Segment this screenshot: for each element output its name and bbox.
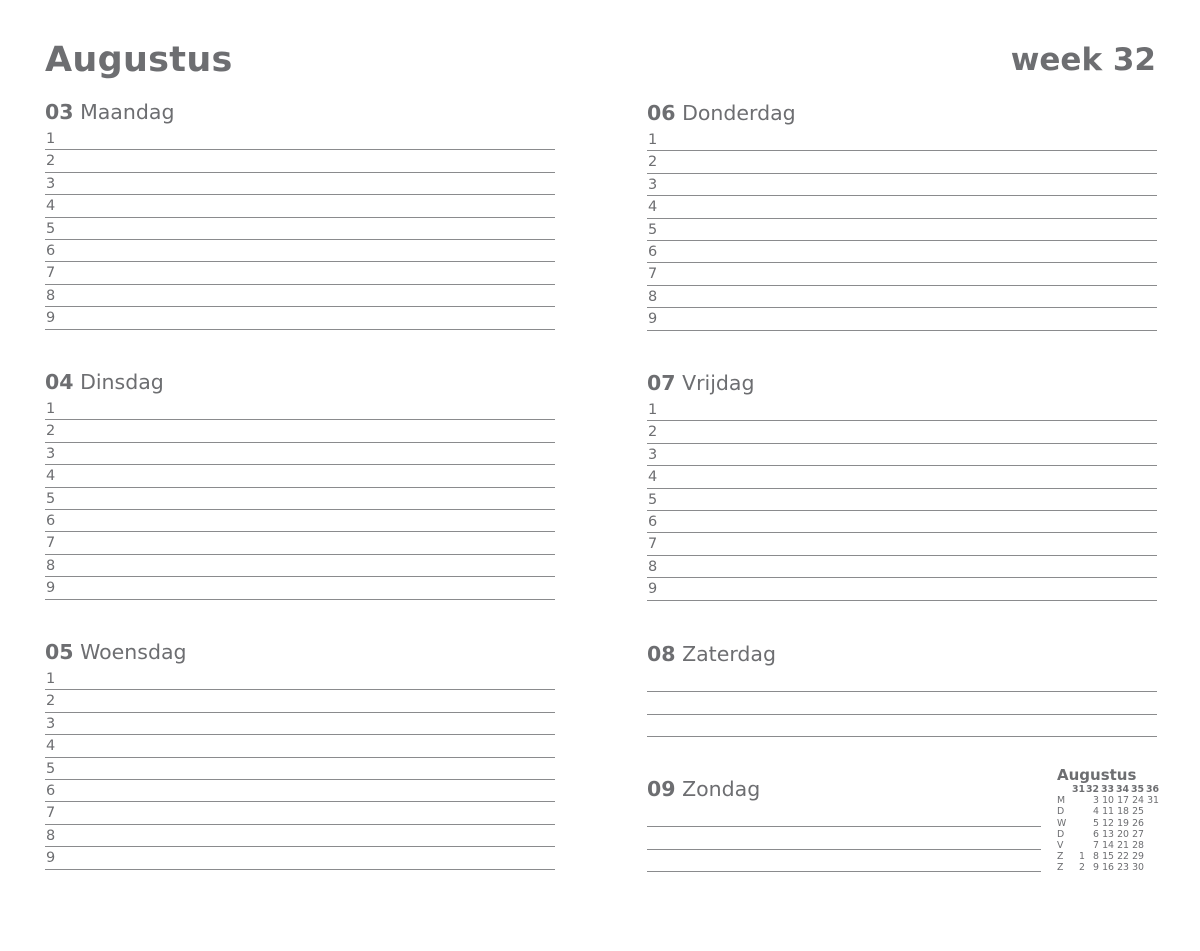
hour-rows — [647, 129, 1157, 331]
hour-row[interactable]: 1 — [45, 398, 555, 420]
date-cell — [1144, 851, 1159, 862]
day-name: Dinsdag — [80, 370, 164, 394]
hour-row[interactable]: 5 — [647, 489, 1157, 511]
hour-row[interactable]: 9 — [647, 578, 1157, 600]
date-cell: 25 — [1132, 806, 1144, 818]
hour-row[interactable]: 6 — [647, 511, 1157, 533]
hour-row[interactable]: 4 — [647, 196, 1157, 218]
day-header — [45, 638, 555, 666]
date-cell: 19 — [1117, 817, 1129, 829]
date-cell: 27 — [1132, 828, 1144, 840]
date-cell: 29 — [1132, 851, 1144, 863]
date-cell: 15 — [1102, 851, 1114, 863]
day-block-sunday — [647, 775, 1041, 872]
hour-row[interactable]: 5 — [647, 219, 1157, 241]
date-cell: 18 — [1117, 806, 1129, 818]
hour-row[interactable]: 5 — [45, 758, 555, 780]
date-cell: 3 — [1093, 795, 1099, 807]
day-header — [45, 98, 555, 126]
date-cell: 20 — [1117, 828, 1129, 840]
hour-row[interactable]: 9 — [45, 307, 555, 329]
hour-row[interactable]: 6 — [45, 240, 555, 262]
hour-row[interactable]: 8 — [45, 825, 555, 847]
date-cell: 1 — [1079, 851, 1085, 863]
date-cell — [1071, 795, 1085, 806]
hour-row[interactable]: 1 — [647, 399, 1157, 421]
date-cell — [1144, 818, 1159, 829]
date-cell: 7 — [1093, 840, 1099, 852]
date-cell: 28 — [1132, 840, 1144, 852]
day-block-friday — [647, 369, 1157, 601]
hour-rows — [647, 399, 1157, 601]
day-name: Vrijdag — [682, 371, 755, 395]
date-cell: 8 — [1093, 851, 1099, 863]
hour-row[interactable]: 1 — [45, 668, 555, 690]
date-cell: 13 — [1102, 828, 1114, 840]
hour-row[interactable]: 9 — [45, 847, 555, 869]
date-cell: 9 — [1093, 862, 1099, 874]
date-cell — [1144, 862, 1159, 873]
day-header — [647, 640, 1157, 668]
day-block-tuesday — [45, 368, 555, 600]
day-block-wednesday — [45, 638, 555, 870]
date-cell: 24 — [1132, 795, 1144, 807]
hour-row[interactable]: 2 — [45, 690, 555, 712]
date-cell — [1144, 806, 1159, 817]
day-number: 05 — [45, 640, 74, 664]
hour-row[interactable]: 2 — [45, 420, 555, 442]
day-number: 04 — [45, 370, 74, 394]
day-header — [647, 775, 1041, 803]
hour-row[interactable]: 7 — [647, 533, 1157, 555]
day-name: Maandag — [80, 100, 175, 124]
hour-rows — [45, 398, 555, 600]
date-cell: 10 — [1102, 795, 1114, 807]
hour-row[interactable]: 4 — [45, 195, 555, 217]
date-cell: 21 — [1117, 840, 1129, 852]
writing-line — [647, 715, 1157, 737]
weekday-letter: V — [1057, 840, 1064, 852]
day-number: 08 — [647, 642, 676, 666]
hour-row[interactable]: 1 — [647, 129, 1157, 151]
hour-row[interactable]: 8 — [647, 556, 1157, 578]
hour-row[interactable]: 7 — [45, 532, 555, 554]
weekday-letter: Z — [1057, 851, 1064, 863]
date-cell: 6 — [1093, 828, 1099, 840]
hour-row[interactable]: 1 — [45, 128, 555, 150]
writing-line — [647, 850, 1041, 872]
hour-row[interactable]: 6 — [647, 241, 1157, 263]
weekday-letter: W — [1057, 817, 1067, 829]
date-cell: 22 — [1117, 851, 1129, 863]
week-number: 31 — [1071, 784, 1085, 795]
hour-row[interactable]: 8 — [647, 286, 1157, 308]
hour-row[interactable]: 9 — [45, 577, 555, 599]
date-cell — [1071, 806, 1085, 817]
date-cell — [1071, 840, 1085, 851]
week-number: 35 — [1130, 784, 1144, 795]
day-header — [647, 99, 1157, 127]
hour-row[interactable]: 3 — [45, 443, 555, 465]
date-cell: 31 — [1147, 795, 1159, 807]
day-name: Zondag — [682, 777, 761, 801]
day-block-thursday — [647, 99, 1157, 331]
week-number: 32 — [1085, 784, 1099, 795]
writing-line — [647, 670, 1157, 692]
day-name: Donderdag — [682, 101, 796, 125]
date-cell: 2 — [1079, 862, 1085, 874]
hour-row[interactable]: 3 — [45, 173, 555, 195]
day-block-saturday — [647, 640, 1157, 737]
date-cell: 26 — [1132, 817, 1144, 829]
week-number: 33 — [1100, 784, 1114, 795]
hour-row[interactable]: 7 — [647, 263, 1157, 285]
date-cell: 30 — [1132, 862, 1144, 874]
hour-row[interactable]: 4 — [45, 735, 555, 757]
hour-rows — [45, 128, 555, 330]
date-cell: 23 — [1117, 862, 1129, 874]
date-cell: 12 — [1102, 817, 1114, 829]
date-cell: 11 — [1102, 806, 1114, 818]
day-number: 07 — [647, 371, 676, 395]
day-block-monday — [45, 98, 555, 330]
mini-calendar-title: Augustus — [1057, 766, 1137, 784]
hour-row[interactable]: 3 — [647, 174, 1157, 196]
hour-row[interactable]: 9 — [647, 308, 1157, 330]
date-cell — [1071, 818, 1085, 829]
hour-row[interactable]: 8 — [45, 285, 555, 307]
mini-calendar-corner — [1057, 784, 1071, 795]
date-cell: 17 — [1117, 795, 1129, 807]
date-cell: 4 — [1093, 806, 1099, 818]
weekday-letter: D — [1057, 806, 1065, 818]
hour-row[interactable]: 2 — [647, 151, 1157, 173]
date-cell — [1071, 829, 1085, 840]
date-cell: 14 — [1102, 840, 1114, 852]
hour-row[interactable]: 3 — [647, 444, 1157, 466]
hour-row[interactable]: 2 — [647, 421, 1157, 443]
day-name: Zaterdag — [682, 642, 776, 666]
hour-rows — [45, 668, 555, 870]
writing-line — [647, 692, 1157, 714]
weekday-letter: Z — [1057, 862, 1064, 874]
day-number: 06 — [647, 101, 676, 125]
weekday-letter: M — [1057, 795, 1066, 807]
hour-row[interactable]: 5 — [45, 488, 555, 510]
hour-row[interactable]: 4 — [45, 465, 555, 487]
day-header — [45, 368, 555, 396]
hour-row[interactable]: 7 — [45, 802, 555, 824]
hour-row[interactable]: 5 — [45, 218, 555, 240]
day-header — [647, 369, 1157, 397]
day-number: 03 — [45, 100, 74, 124]
hour-row[interactable]: 6 — [45, 510, 555, 532]
hour-row[interactable]: 3 — [45, 713, 555, 735]
date-cell — [1144, 829, 1159, 840]
week-number: 36 — [1145, 784, 1159, 795]
hour-row[interactable]: 4 — [647, 466, 1157, 488]
hour-row[interactable]: 6 — [45, 780, 555, 802]
mini-calendar — [1057, 766, 1159, 874]
day-number: 09 — [647, 777, 676, 801]
date-cell — [1144, 840, 1159, 851]
hour-row[interactable]: 7 — [45, 262, 555, 284]
day-name: Woensdag — [80, 640, 187, 664]
writing-line — [647, 805, 1041, 827]
month-title: Augustus — [45, 40, 233, 80]
weekday-letter: D — [1057, 828, 1065, 840]
week-title: week 32 — [1010, 42, 1156, 78]
date-cell: 5 — [1093, 817, 1099, 829]
hour-row[interactable]: 2 — [45, 150, 555, 172]
mini-calendar-grid — [1057, 784, 1159, 874]
date-cell: 16 — [1102, 862, 1114, 874]
hour-row[interactable]: 8 — [45, 555, 555, 577]
week-number: 34 — [1115, 784, 1129, 795]
writing-line — [647, 827, 1041, 849]
